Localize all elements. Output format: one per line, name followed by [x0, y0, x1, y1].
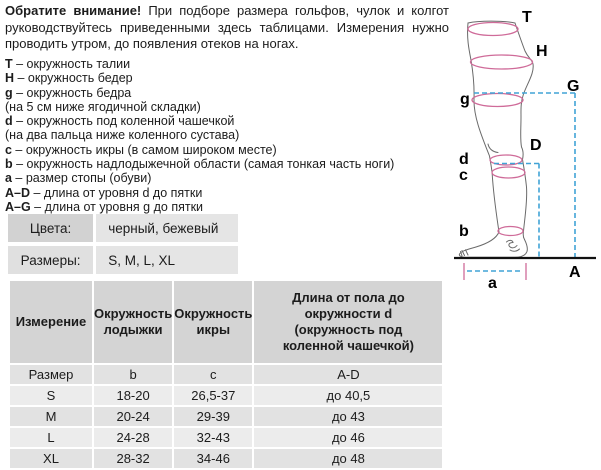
- intro-attention-text: Обратите внимание!: [5, 3, 142, 18]
- definition-line: A–D – длина от уровня d до пятки: [5, 185, 203, 200]
- label-c: c: [459, 167, 468, 184]
- info-row: [8, 246, 238, 274]
- intro-body-text: При подборе размера гольфов, чулок и колгот руководствуйтесь приведенными здесь таблицами. Измерения нужно проводить утром, до появления отеков на ногах.: [5, 3, 449, 51]
- size-table-cell: S: [10, 386, 92, 405]
- size-table-cell: L: [10, 428, 92, 447]
- hip-ellipse: [471, 55, 533, 69]
- label-A: A: [569, 264, 581, 281]
- definition-line: (на два пальца ниже коленного сустава): [5, 128, 240, 143]
- label-D: D: [530, 137, 542, 154]
- size-table-cell: 20-24: [94, 407, 172, 426]
- definition-line: g – окружность бедра: [5, 85, 132, 100]
- definition-line: H – окружность бедер: [5, 71, 133, 86]
- info-table: [8, 214, 238, 278]
- size-table-cell: Размер: [10, 365, 92, 384]
- label-g: g: [460, 91, 470, 108]
- leg-diagram-svg: [447, 0, 601, 292]
- size-table-col-header: Измерение: [10, 281, 92, 363]
- leg-measurement-diagram: [447, 0, 601, 292]
- info-row: [8, 214, 238, 242]
- size-table-cell: 34-46: [174, 449, 252, 468]
- size-table-cell: 24-28: [94, 428, 172, 447]
- size-table-cell: 28-32: [94, 449, 172, 468]
- label-a: a: [488, 275, 497, 292]
- size-table-cell: до 43: [254, 407, 442, 426]
- size-table-cell: 26,5-37: [174, 386, 252, 405]
- label-T: T: [522, 9, 532, 26]
- intro-paragraph: [5, 3, 449, 53]
- size-table-body: [10, 365, 442, 468]
- size-table-cell: до 48: [254, 449, 442, 468]
- diagram-labels: [459, 9, 581, 292]
- size-table-cell: 32-43: [174, 428, 252, 447]
- definition-line: c – окружность икры (в самом широком месте): [5, 142, 277, 157]
- size-table-cell: c: [174, 365, 252, 384]
- size-table-header: [10, 281, 442, 363]
- size-table-wrap: [8, 279, 444, 470]
- definition-line: (на 5 см ниже ягодичной складки): [5, 99, 201, 114]
- label-H: H: [536, 43, 548, 60]
- size-table-col-header: Длина от пола до окружности d (окружность под коленной чашечкой): [254, 281, 442, 363]
- size-table-cell: M: [10, 407, 92, 426]
- size-table-subheader-row: [10, 365, 442, 384]
- thigh-ellipse: [472, 94, 523, 107]
- calf-ellipse: [492, 167, 525, 178]
- size-table-row: [10, 407, 442, 426]
- info-value: S, M, L, XL: [96, 246, 238, 274]
- size-table-cell: b: [94, 365, 172, 384]
- label-b: b: [459, 223, 469, 240]
- definition-line: T – окружность талии: [5, 57, 131, 71]
- ankle-ellipse: [498, 227, 523, 236]
- info-label: Цвета:: [8, 214, 93, 242]
- size-table-cell: A-D: [254, 365, 442, 384]
- measurement-ellipses: [468, 23, 533, 236]
- info-label: Размеры:: [8, 246, 93, 274]
- definitions-list: [5, 57, 455, 214]
- size-table-cell: 18-20: [94, 386, 172, 405]
- size-table-cell: до 46: [254, 428, 442, 447]
- info-value: черный, бежевый: [96, 214, 238, 242]
- definition-line: b – окружность надлодыжечной области (самая тонкая часть ноги): [5, 157, 395, 172]
- size-table-row: [10, 386, 442, 405]
- size-table-col-header: Окружность икры: [174, 281, 252, 363]
- definition-line: d – окружность под коленной чашечкой: [5, 114, 235, 129]
- size-table-cell: 29-39: [174, 407, 252, 426]
- size-table: [8, 279, 444, 470]
- size-table-cell: до 40,5: [254, 386, 442, 405]
- definition-line: a – размер стопы (обуви): [5, 171, 152, 186]
- label-G: G: [567, 78, 580, 95]
- waist-ellipse: [468, 23, 518, 36]
- label-d: d: [459, 151, 469, 168]
- size-table-row: [10, 449, 442, 468]
- size-table-col-header: Окружность лодыжки: [94, 281, 172, 363]
- size-table-cell: XL: [10, 449, 92, 468]
- dashed-guides: [464, 93, 575, 280]
- size-table-row: [10, 428, 442, 447]
- definition-line: A–G – длина от уровня g до пятки: [5, 199, 204, 214]
